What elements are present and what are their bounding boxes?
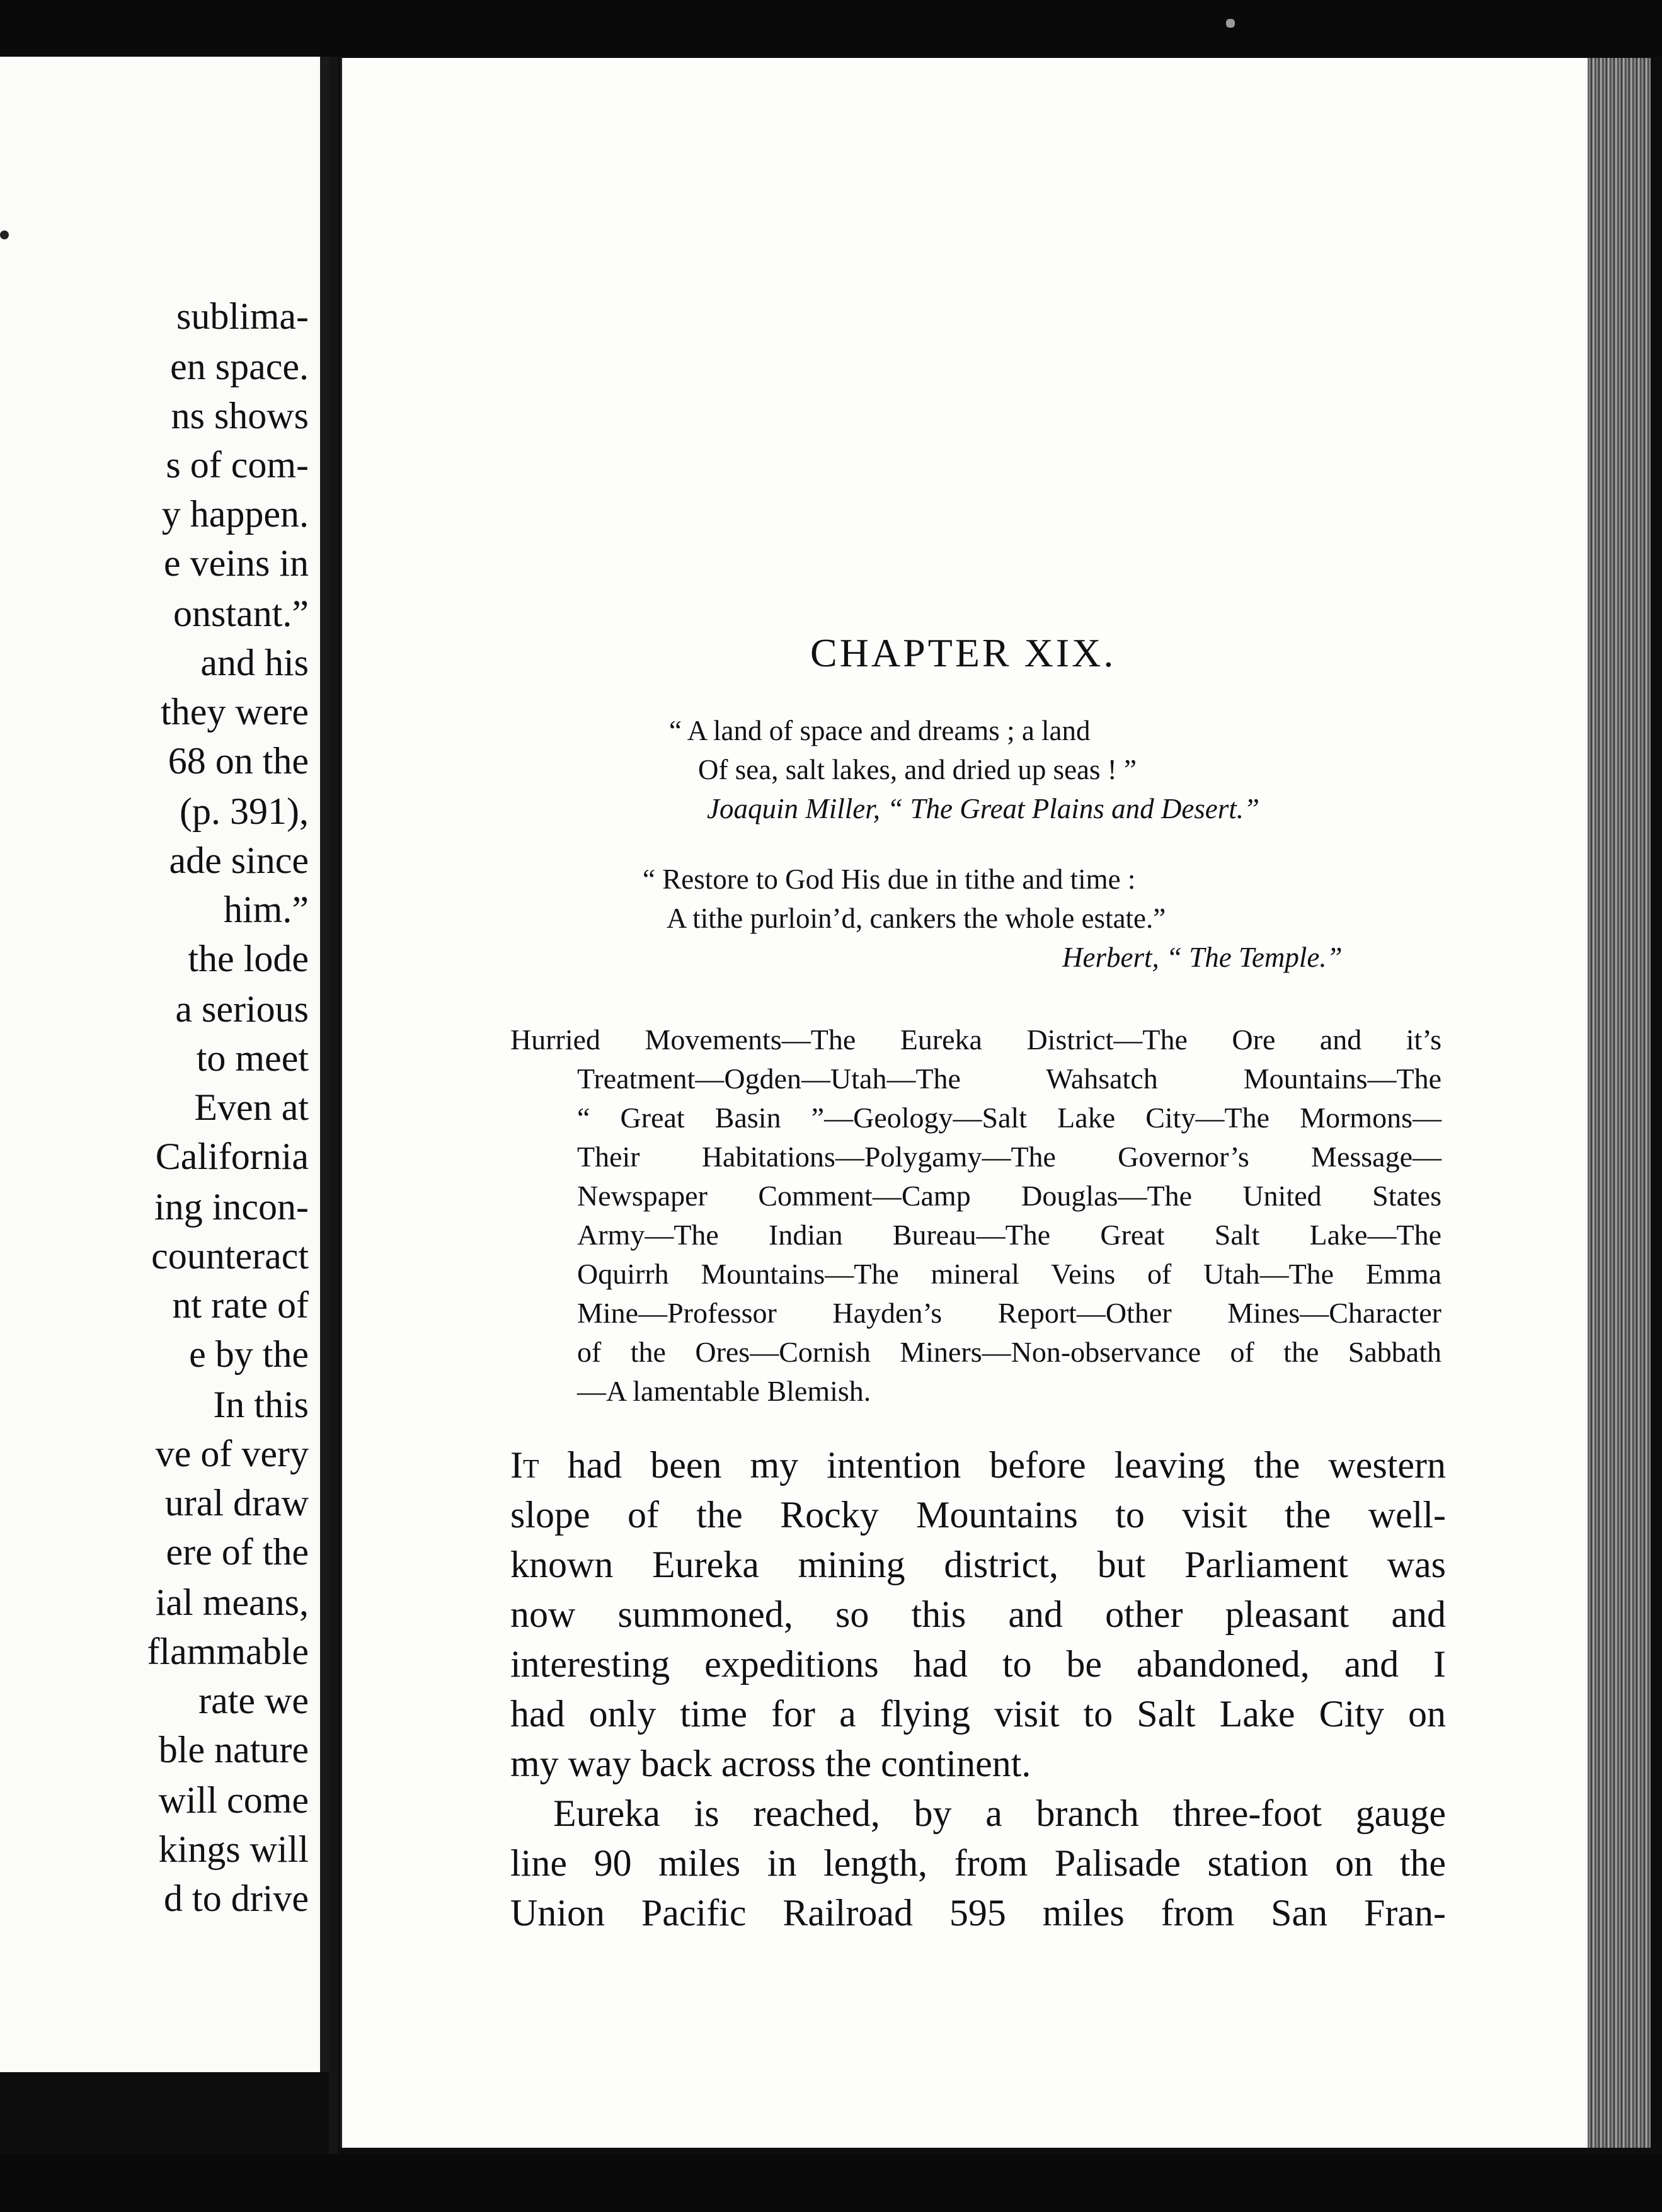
body-line: my way back across the continent. xyxy=(510,1743,1031,1784)
synopsis-line: Oquirrh Mountains—The mineral Veins of Utah—The Emma xyxy=(577,1258,1441,1290)
left-line: him.” xyxy=(224,889,309,930)
epigraph-2-line-1: “ Restore to God His due in tithe and time : xyxy=(643,864,1136,895)
scan-bottom-border xyxy=(0,2154,1662,2212)
left-line: they were xyxy=(161,691,309,733)
left-line: nt rate of xyxy=(172,1284,309,1326)
synopsis-line: —A lamentable Blemish. xyxy=(577,1375,871,1407)
epigraph-2-work: “ The Temple.” xyxy=(1166,942,1343,973)
left-line: e by the xyxy=(189,1333,309,1375)
epigraph-1-attribution xyxy=(707,792,1259,825)
synopsis-line: Army—The Indian Bureau—The Great Salt Lake—The xyxy=(577,1219,1441,1251)
left-line: the lode xyxy=(188,938,309,979)
left-line: ve of very xyxy=(155,1433,309,1474)
body-line: now summoned, so this and other pleasant and xyxy=(510,1593,1446,1635)
synopsis-line: Their Habitations—Polygamy—The Governor’s Message— xyxy=(577,1141,1441,1173)
left-line: Even at xyxy=(194,1086,309,1128)
body-line: interesting expeditions had to be abandoned, and I xyxy=(510,1643,1446,1685)
left-line: ural draw xyxy=(164,1482,309,1524)
body-first-word: It xyxy=(510,1444,539,1486)
left-line: will come xyxy=(158,1779,309,1821)
left-line: e veins in xyxy=(164,542,309,584)
synopsis-line: Mine—Professor Hayden’s Report—Other Mines—Character xyxy=(577,1297,1441,1329)
left-line: ial means, xyxy=(155,1582,309,1623)
left-line: 68 on the xyxy=(168,740,309,782)
left-line: y happen. xyxy=(161,493,309,535)
body-line: line 90 miles in length, from Palisade station on the xyxy=(510,1842,1446,1884)
left-line: ade since xyxy=(169,840,309,881)
left-line: s of com- xyxy=(166,444,309,486)
left-line: and his xyxy=(200,642,309,683)
synopsis-line: “ Great Basin ”—Geology—Salt Lake City—The Mormons— xyxy=(577,1102,1441,1134)
epigraph-1-work: “ The Great Plains and Desert.” xyxy=(887,793,1260,824)
left-line: California xyxy=(155,1136,309,1177)
body-line-paragraph-start: Eureka is reached, by a branch three-foot gauge xyxy=(553,1793,1446,1834)
left-line: ns shows xyxy=(171,395,309,436)
synopsis-line: Treatment—Ogden—Utah—The Wahsatch Mountains—The xyxy=(577,1063,1441,1095)
body-line: known Eureka mining district, but Parliament was xyxy=(510,1544,1446,1585)
left-line: sublima- xyxy=(176,295,309,337)
left-line: onstant.” xyxy=(173,593,309,634)
left-line: flammable xyxy=(147,1631,309,1672)
epigraph-1-line-2: Of sea, salt lakes, and dried up seas ! ” xyxy=(698,754,1137,785)
synopsis-line: Hurried Movements—The Eureka District—The Ore and it’s xyxy=(510,1023,1441,1056)
left-line: counteract xyxy=(151,1235,309,1277)
body-line: Union Pacific Railroad 595 miles from San Fran- xyxy=(510,1892,1446,1934)
left-line: (p. 391), xyxy=(180,790,309,832)
left-line: a serious xyxy=(175,988,309,1030)
left-line: ere of the xyxy=(166,1531,309,1573)
chapter-title: CHAPTER XIX. xyxy=(810,630,1116,675)
epigraph-2-line-2: A tithe purloin’d, cankers the whole estate.” xyxy=(667,903,1166,934)
left-line: en space. xyxy=(170,346,309,387)
left-line: rate we xyxy=(198,1680,309,1721)
left-line: to meet xyxy=(196,1037,309,1079)
epigraph-2-attribution xyxy=(1062,941,1343,974)
body-line: slope of the Rocky Mountains to visit the well- xyxy=(510,1494,1446,1536)
body-line-first xyxy=(510,1444,1446,1487)
synopsis-line: of the Ores—Cornish Miners—Non-observance of the Sabbath xyxy=(577,1336,1441,1368)
left-line: In this xyxy=(213,1384,309,1425)
epigraph-1-line-1: “ A land of space and dreams ; a land xyxy=(669,715,1091,746)
body-first-line-rest: had been my intention before leaving the western xyxy=(539,1444,1446,1486)
body-line: had only time for a flying visit to Salt Lake City on xyxy=(510,1693,1446,1735)
left-line: kings will xyxy=(158,1828,309,1870)
left-line: ing incon- xyxy=(154,1186,309,1228)
left-line: ble nature xyxy=(158,1729,309,1770)
epigraph-1-author: Joaquin Miller, xyxy=(707,793,880,824)
epigraph-2-author: Herbert, xyxy=(1062,942,1159,973)
synopsis-line: Newspaper Comment—Camp Douglas—The United States xyxy=(577,1180,1441,1212)
left-line: d to drive xyxy=(164,1878,309,1919)
